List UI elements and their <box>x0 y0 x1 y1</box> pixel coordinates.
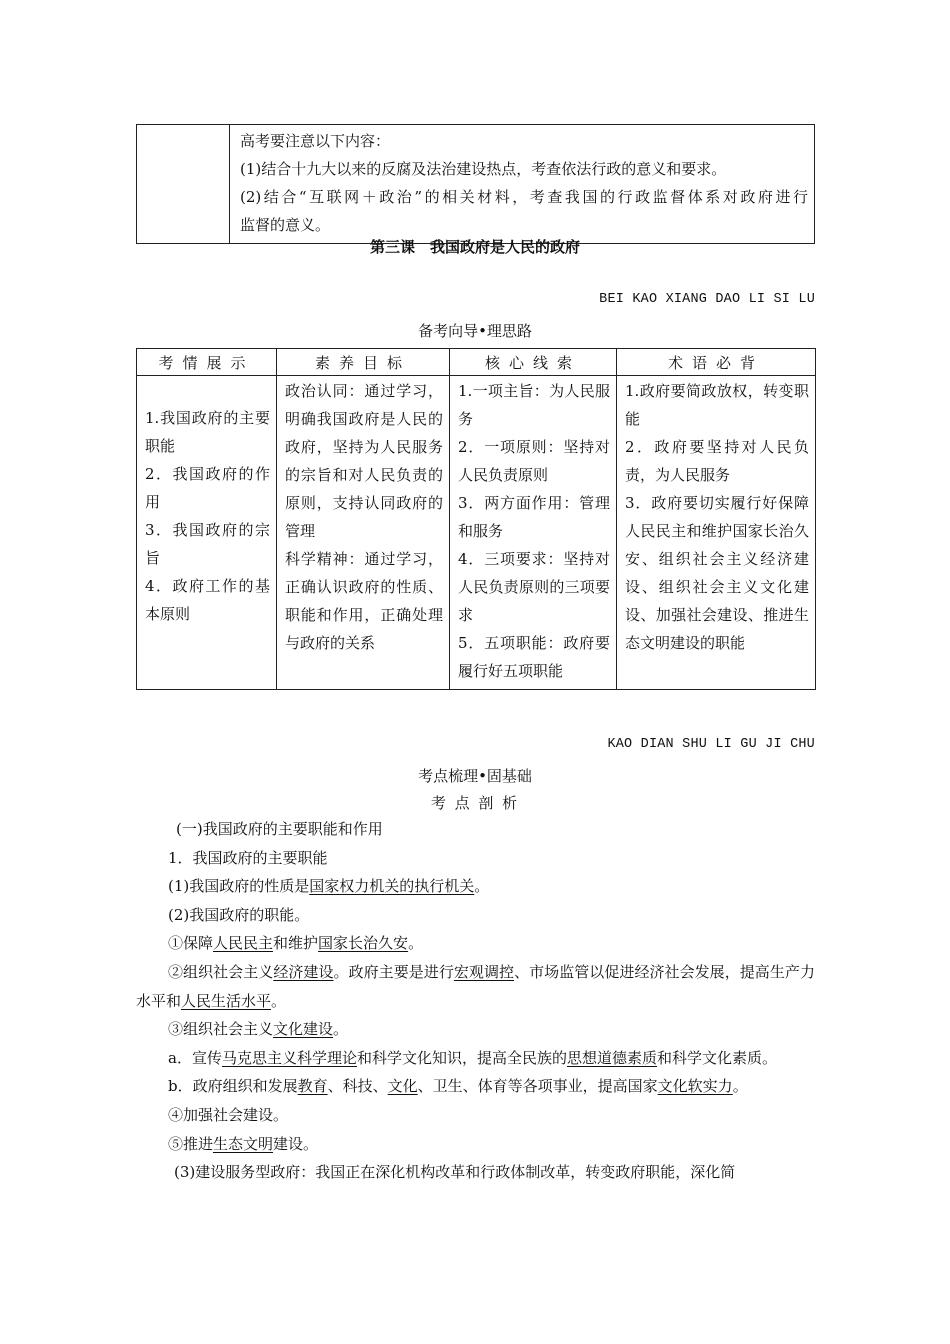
guide-col-key-terms <box>617 376 816 690</box>
blank-answer: 人民民主 <box>213 934 274 953</box>
guide-header-4: 术语必背 <box>617 349 816 376</box>
section2-pinyin: KAO DIAN SHU LI GU JI CHU <box>607 737 815 752</box>
guide-col-core-clues <box>450 376 617 690</box>
guide-col-literacy-goal <box>277 376 450 690</box>
top-note-intro: 高考要注意以下内容： <box>240 132 391 150</box>
top-note-content-cell <box>230 125 815 244</box>
clue-item: 4．三项要求：坚持对人民负责原则的三项要求 <box>458 550 610 624</box>
blank-answer: 国家长治久安 <box>318 934 409 953</box>
top-note-item-2-line-2: 监督的意义。 <box>240 216 331 234</box>
section2-subheading: 考 点 剖 析 <box>430 794 520 812</box>
term-item: 2．政府要坚持对人民负责，为人民服务 <box>625 438 809 484</box>
para-function-4: ④加强社会建设。 <box>168 1105 289 1124</box>
blank-answer: 思想道德素质 <box>566 1048 657 1067</box>
heading-one: (一)我国政府的主要职能和作用 <box>176 820 383 838</box>
para-function-5: ⑤推进生态文明建设。 <box>168 1134 319 1153</box>
clue-item: 1.一项主旨：为人民服务 <box>458 382 610 428</box>
goal-item: 科学精神：通过学习，正确认识政府的性质、职能和作用，正确处理与政府的关系 <box>285 550 443 652</box>
body-text <box>136 815 815 1187</box>
blank-answer: 人民生活水平 <box>181 991 272 1010</box>
guide-col-exam-situation <box>137 376 277 690</box>
top-note-label-cell <box>137 125 230 244</box>
term-item: 3．政府要切实履行好保障人民民主和维护国家长治久安、组织社会主义经济建设、组织社会主义文化建设、加强社会建设、推进生态文明建设的职能 <box>625 494 809 652</box>
guide-header-3: 核心线索 <box>450 349 617 376</box>
blank-answer: 经济建设 <box>273 962 334 981</box>
blank-answer: 文化 <box>387 1077 418 1096</box>
section1-pinyin: BEI KAO XIANG DAO LI SI LU <box>599 292 815 307</box>
goal-item: 政治认同：通过学习，明确我国政府是人民的政府，坚持为人民服务的宗旨和对人民负责的原则，支持认同政府的管理 <box>285 382 443 540</box>
para-functions: (2)我国政府的职能。 <box>168 905 310 924</box>
blank-answer: 文化软实力 <box>657 1077 733 1096</box>
para-function-2: ②组织社会主义经济建设。政府主要是进行宏观调控、市场监管以促进经济社会发展，提高生产力水平和人民生活水平。 <box>136 962 815 1010</box>
lesson-title: 第三课 我国政府是人民的政府 <box>369 238 580 256</box>
guide-header-1: 考情展示 <box>137 349 277 376</box>
clue-item: 3．两方面作用：管理和服务 <box>458 494 610 540</box>
section2-heading: 考点梳理•固基础 <box>418 767 532 785</box>
top-note-table <box>136 124 815 244</box>
guide-header-2: 素养目标 <box>277 349 450 376</box>
guide-table <box>136 348 816 690</box>
blank-answer: 国家权力机关的执行机关 <box>309 877 475 896</box>
exam-item: 1.我国政府的主要职能 <box>145 409 270 455</box>
blank-answer: 文化建设 <box>273 1020 334 1039</box>
term-item: 1.政府要简政放权，转变职能 <box>625 382 809 428</box>
exam-item: 3．我国政府的宗旨 <box>145 521 270 567</box>
top-note-item-2-line-1: (2)结合“互联网＋政治”的相关材料，考查我国的行政监督体系对政府进行 <box>240 188 808 206</box>
para-function-1: ①保障人民民主和维护国家长治久安。 <box>168 934 424 953</box>
heading-functions: 1．我国政府的主要职能 <box>168 848 328 867</box>
exam-item: 2．我国政府的作用 <box>145 465 270 511</box>
para-function-3: ③组织社会主义文化建设。 <box>168 1020 349 1039</box>
section1-heading: 备考向导•理思路 <box>418 322 532 340</box>
blank-answer: 生态文明 <box>213 1134 274 1153</box>
para-function-3a: a．宣传马克思主义科学理论和科学文化知识，提高全民族的思想道德素质和科学文化素质。 <box>168 1048 778 1067</box>
para-nature: (1)我国政府的性质是国家权力机关的执行机关。 <box>168 877 490 896</box>
clue-item: 5．五项职能：政府要履行好五项职能 <box>458 634 610 680</box>
top-note-item-1: (1)结合十九大以来的反腐及法治建设热点，考查依法行政的意义和要求。 <box>240 160 727 178</box>
para-function-3b: b．政府组织和发展教育、科技、文化、卫生、体育等各项事业，提高国家文化软实力。 <box>168 1077 748 1096</box>
exam-item: 4．政府工作的基本原则 <box>145 577 270 623</box>
blank-answer: 教育 <box>297 1077 328 1096</box>
blank-answer: 宏观调控 <box>453 962 515 981</box>
para-service-government: (3)建设服务型政府：我国正在深化机构改革和行政体制改革，转变政府职能，深化简 <box>174 1163 736 1182</box>
clue-item: 2．一项原则：坚持对人民负责原则 <box>458 438 610 484</box>
blank-answer: 马克思主义科学理论 <box>221 1048 357 1067</box>
